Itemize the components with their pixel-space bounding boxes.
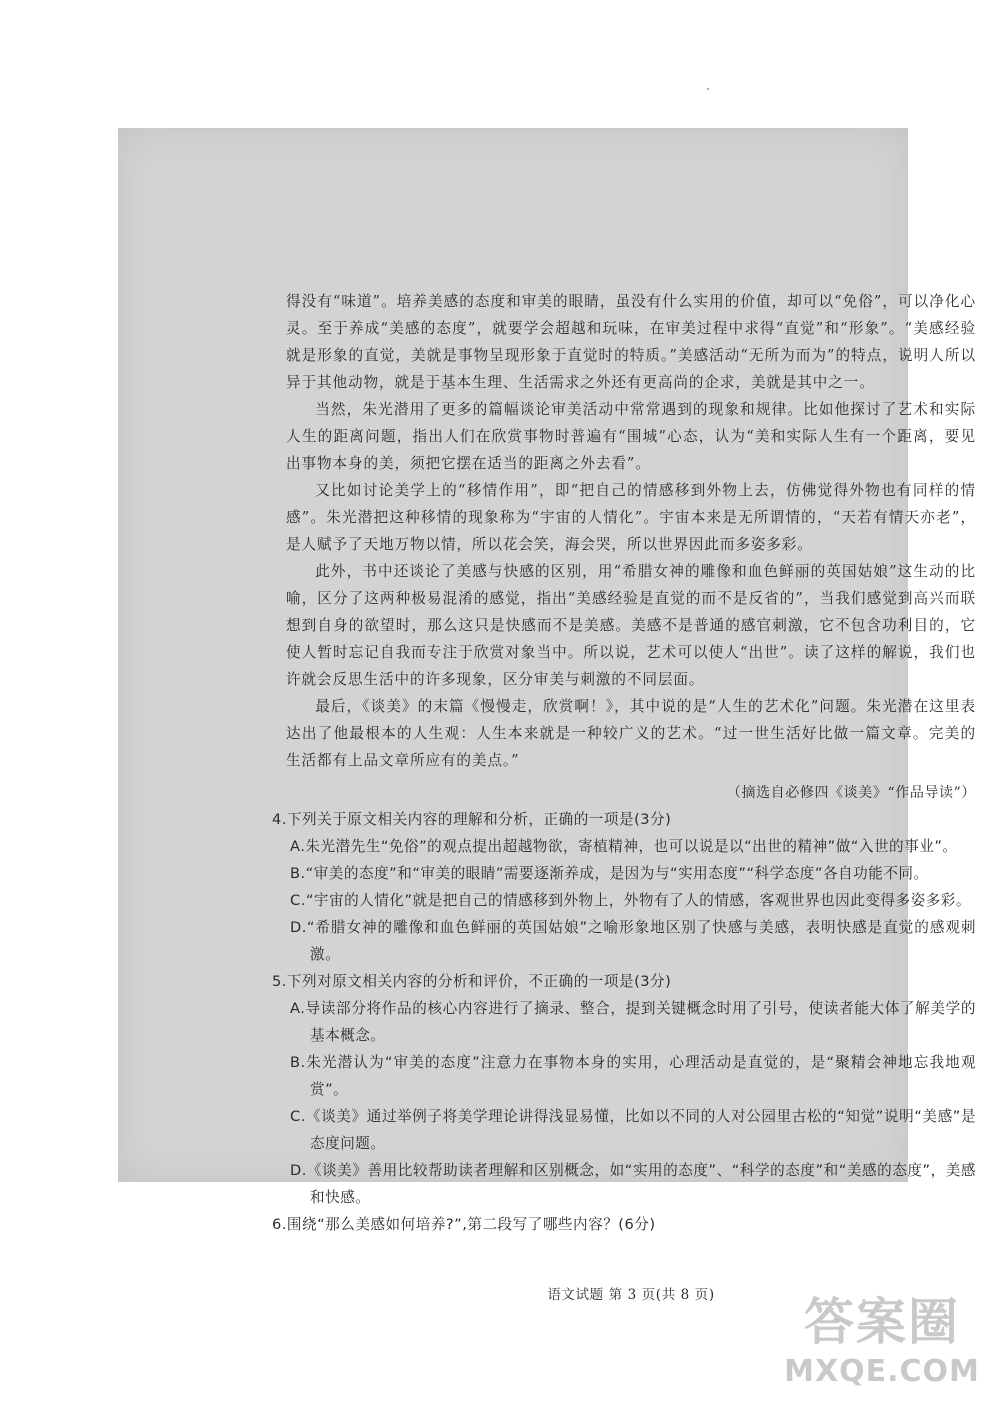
passage-paragraph-1: 得没有“味道”。培养美感的态度和审美的眼睛，虽没有什么实用的价值，却可以“免俗”，可以净化心灵。至于养成“美感的态度”，就要学会超越和玩味，在审美过程中求得“直觉”和“形象”。“美感经验就是形象的直觉，美就是事物呈现形象于直觉时的特质。”美感活动“无所为而为”的特点，说明人所以异于其他动物，就是于基本生理、生活需求之外还有更高尚的企求，美就是其中之一。 [286, 293, 976, 391]
site-watermark [782, 1292, 982, 1402]
speck [707, 88, 709, 90]
question-5-option-b: B.朱光潜认为“审美的态度”注意力在事物本身的实用，心理活动是直觉的，是“聚精会神地忘我地观赏”。 [290, 1054, 976, 1098]
question-4-option-b: B.“审美的态度”和“审美的眼睛”需要逐渐养成，是因为与“实用态度”“科学态度”各自功能不同。 [290, 865, 929, 882]
question-4-option-a: A.朱光潜先生“免俗”的观点提出超越物欲，寄植精神，也可以说是以“出世的精神”做“入世的事业”。 [290, 838, 958, 855]
question-5-option-a: A.导读部分将作品的核心内容进行了摘录、整合，提到关键概念时用了引号，使读者能大体了解美学的基本概念。 [290, 1000, 976, 1044]
page-footer: 语文试题 第 3 页(共 8 页) [547, 1287, 715, 1303]
question-6-stem: 6.围绕“那么美感如何培养?”,第二段写了哪些内容？(6分) [272, 1216, 656, 1233]
passage-source: （摘选自必修四《谈美》“作品导读”） [726, 785, 976, 801]
page-content [272, 288, 976, 1303]
question-4-option-c: C.“宇宙的人情化”就是把自己的情感移到外物上，外物有了人的情感，客观世界也因此变得多姿多彩。 [290, 892, 971, 909]
passage-paragraph-3: 又比如讨论美学上的“移情作用”，即“把自己的情感移到外物上去，仿佛觉得外物也有同样的情感”。朱光潜把这种移情的现象称为“宇宙的人情化”。宇宙本来是无所谓情的，“天若有情天亦老”，是人赋予了天地万物以情，所以花会笑，海会哭，所以世界因此而多姿多彩。 [286, 482, 976, 553]
question-4-stem: 4.下列关于原文相关内容的理解和分析，正确的一项是(3分) [272, 811, 672, 828]
question-4-option-d: D.“希腊女神的雕像和血色鲜丽的英国姑娘”之喻形象地区别了快感与美感，表明快感是直觉的感观刺激。 [290, 919, 976, 963]
watermark-url: MXQE.COM [784, 1354, 980, 1389]
watermark-logo: 答案圈 [804, 1293, 960, 1351]
question-5-stem: 5.下列对原文相关内容的分析和评价，不正确的一项是(3分) [272, 973, 672, 990]
question-5-option-c: C.《谈美》通过举例子将美学理论讲得浅显易懂，比如以不同的人对公园里古松的“知觉”说明“美感”是态度问题。 [290, 1108, 976, 1152]
passage-paragraph-2: 当然，朱光潜用了更多的篇幅谈论审美活动中常常遇到的现象和规律。比如他探讨了艺术和实际人生的距离问题，指出人们在欣赏事物时普遍有“围城”心态，认为“美和实际人生有一个距离，要见出事物本身的美，须把它摆在适当的距离之外去看”。 [286, 401, 976, 472]
passage-paragraph-5: 最后，《谈美》的末篇《慢慢走，欣赏啊！》，其中说的是“人生的艺术化”问题。朱光潜在这里表达出了他最根本的人生观：人生本来就是一种较广义的艺术。“过一世生活好比做一篇文章。完美的生活都有上品文章所应有的美点。” [286, 698, 976, 769]
question-5-option-d: D.《谈美》善用比较帮助读者理解和区别概念，如“实用的态度”、“科学的态度”和“美感的态度”，美感和快感。 [290, 1162, 976, 1206]
passage-paragraph-4: 此外，书中还谈论了美感与快感的区别，用“希腊女神的雕像和血色鲜丽的英国姑娘”这生动的比喻，区分了这两种极易混淆的感觉，指出“美感经验是直觉的而不是反省的”，当我们感觉到高兴而联想到自身的欲望时，那么这只是快感而不是美感。美感不是普通的感官刺激，它不包含功利目的，它使人暂时忘记自我而专注于欣赏对象当中。所以说，艺术可以使人“出世”。读了这样的解说，我们也许就会反思生活中的许多现象，区分审美与刺激的不同层面。 [286, 563, 976, 688]
photographed-exam-page [118, 128, 976, 1303]
